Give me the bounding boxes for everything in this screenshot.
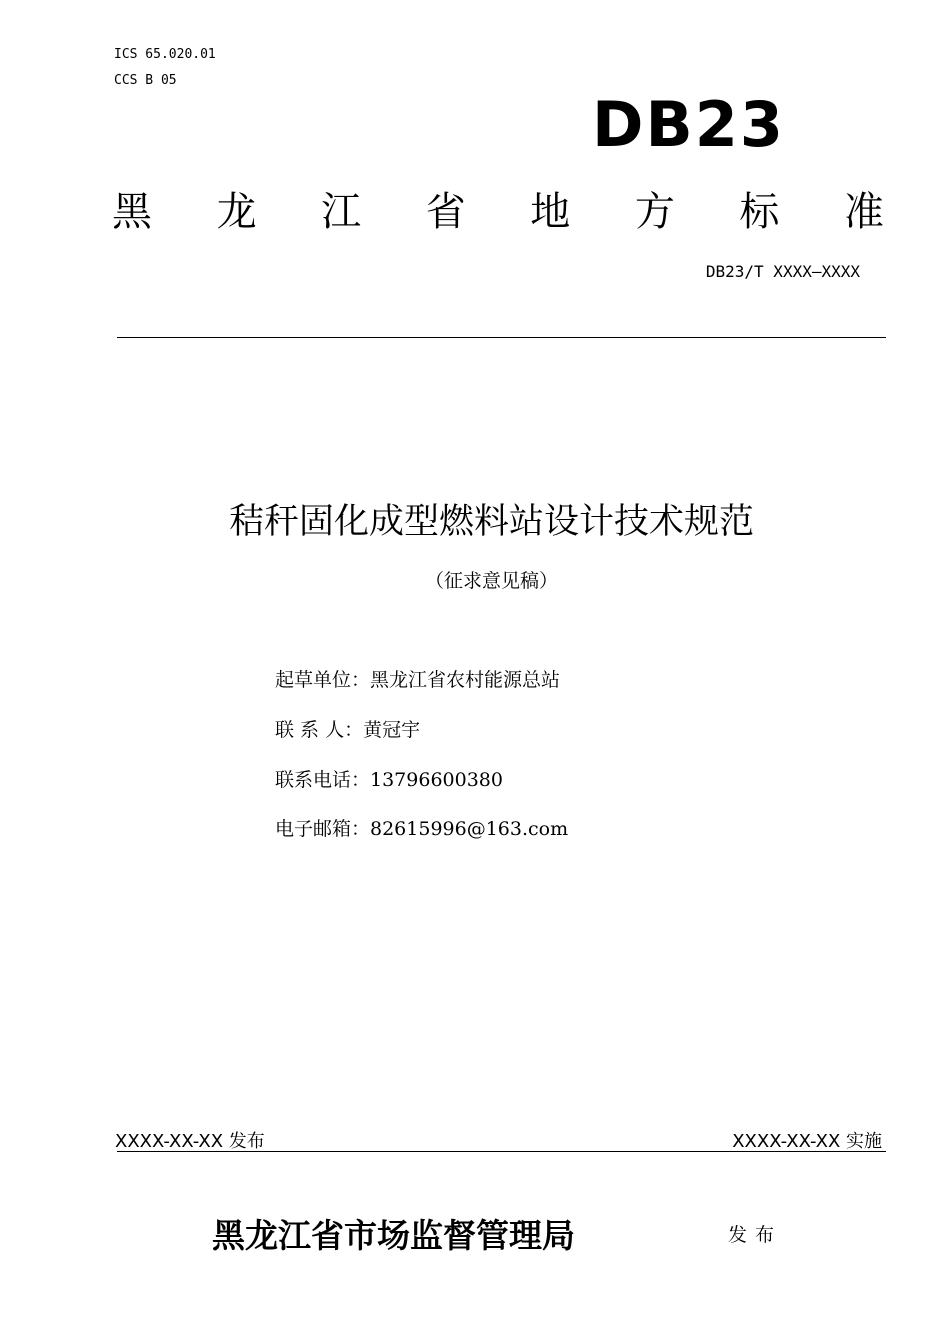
db23-logo: DB23 <box>592 88 786 161</box>
effective-date: XXXX-XX-XX 实施 <box>732 1131 882 1152</box>
document-subtitle: （征求意见稿） <box>424 570 558 592</box>
standard-char: 地 <box>530 189 571 235</box>
contact-person: 联 系 人：黄冠宇 <box>275 719 421 741</box>
publish-suffix: 发布 <box>728 1224 783 1246</box>
ccs-code: CCS B 05 <box>114 73 177 88</box>
publisher: 黑龙江省市场监督管理局 <box>212 1216 575 1255</box>
document-title: 秸秆固化成型燃料站设计技术规范 <box>228 502 754 542</box>
standard-char: 黑 <box>112 189 152 235</box>
contact-email: 电子邮箱：82615996@163.com <box>275 818 569 840</box>
divider <box>117 337 886 338</box>
ics-code: ICS 65.020.01 <box>114 47 216 62</box>
standard-char: 龙 <box>216 189 257 235</box>
drafting-unit: 起草单位：黑龙江省农村能源总站 <box>275 669 561 691</box>
publish-date: XXXX-XX-XX 发布 <box>115 1131 265 1152</box>
divider <box>117 1151 886 1152</box>
contact-phone: 联系电话：13796600380 <box>275 769 503 791</box>
standard-number: DB23/T XXXX—XXXX <box>705 262 860 281</box>
standard-char: 准 <box>843 189 884 235</box>
standard-type <box>112 180 884 237</box>
standard-char: 江 <box>321 189 362 235</box>
standard-char: 省 <box>425 189 466 235</box>
standard-char: 标 <box>739 189 780 235</box>
standard-char: 方 <box>634 189 675 235</box>
